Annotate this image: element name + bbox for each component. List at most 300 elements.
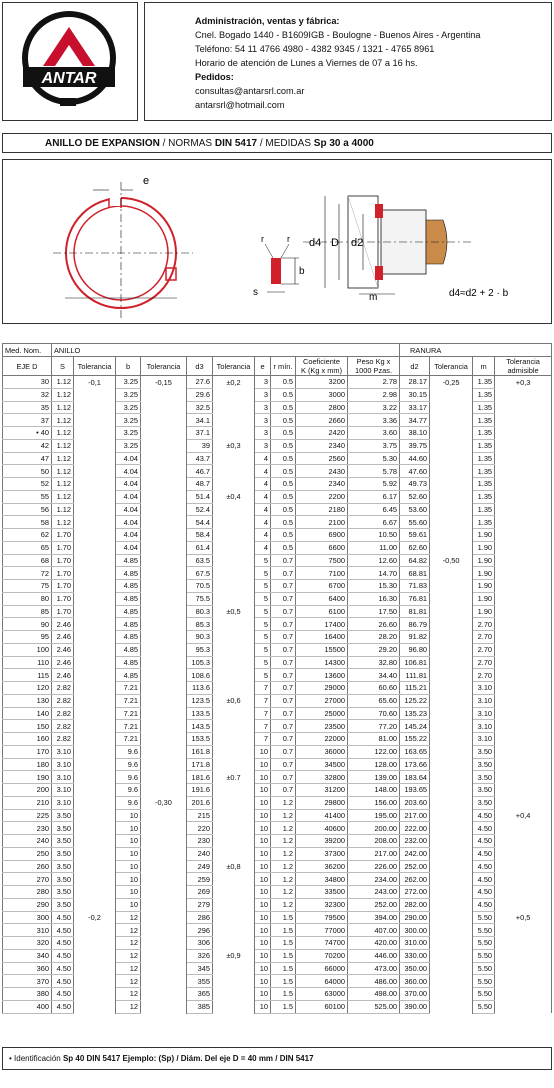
table-cell <box>430 949 473 962</box>
label-r2: r <box>287 234 290 244</box>
table-cell: 210 <box>3 796 52 809</box>
table-cell: 282.00 <box>400 898 430 911</box>
table-cell: 66000 <box>296 962 348 975</box>
table-cell <box>74 745 116 758</box>
table-cell: 1.5 <box>271 988 296 1001</box>
table-row <box>3 745 552 758</box>
table-cell: 279 <box>187 898 213 911</box>
table-cell: 140 <box>3 707 52 720</box>
table-cell: 4.85 <box>116 605 141 618</box>
table-cell <box>141 439 187 452</box>
table-cell: 60.60 <box>348 682 400 695</box>
table-row <box>3 758 552 771</box>
col-s: S <box>52 357 74 376</box>
table-cell: 1.12 <box>52 465 74 478</box>
table-cell: 10 <box>116 847 141 860</box>
table-cell <box>430 835 473 848</box>
table-row <box>3 873 552 886</box>
table-cell: 34.1 <box>187 414 213 427</box>
table-cell: 5.50 <box>473 975 495 988</box>
table-cell <box>213 580 255 593</box>
table-cell: 90.3 <box>187 631 213 644</box>
table-row <box>3 529 552 542</box>
table-cell <box>141 554 187 567</box>
table-cell: 1.12 <box>52 516 74 529</box>
table-cell: 1.5 <box>271 962 296 975</box>
table-cell: 0.5 <box>271 478 296 491</box>
table-cell: 4.04 <box>116 529 141 542</box>
label-d2: d2 <box>351 237 364 249</box>
table-cell: 330.00 <box>400 949 430 962</box>
table-cell: 100 <box>3 643 52 656</box>
table-cell: 52 <box>3 478 52 491</box>
table-cell: 6100 <box>296 605 348 618</box>
table-cell: 3.25 <box>116 414 141 427</box>
table-cell <box>213 988 255 1001</box>
table-cell: 1.35 <box>473 478 495 491</box>
table-cell: 0.7 <box>271 784 296 797</box>
table-cell: 12 <box>116 988 141 1001</box>
table-cell: 29.6 <box>187 388 213 401</box>
table-cell: 290 <box>3 898 52 911</box>
table-cell: 1.2 <box>271 898 296 911</box>
table-cell <box>213 401 255 414</box>
table-cell: 7500 <box>296 554 348 567</box>
table-cell: 2660 <box>296 414 348 427</box>
table-cell: 5.78 <box>348 465 400 478</box>
table-cell <box>213 796 255 809</box>
table-cell: 38.10 <box>400 427 430 440</box>
table-row <box>3 796 552 809</box>
table-cell <box>495 414 552 427</box>
table-cell: 68.81 <box>400 567 430 580</box>
table-cell: 1.90 <box>473 605 495 618</box>
table-cell: 3.36 <box>348 414 400 427</box>
table-cell: 340 <box>3 949 52 962</box>
table-cell: 250 <box>3 847 52 860</box>
table-cell <box>74 388 116 401</box>
table-row <box>3 592 552 605</box>
title-range: Sp 30 a 4000 <box>313 138 374 149</box>
table-cell: 7.21 <box>116 707 141 720</box>
table-cell <box>430 401 473 414</box>
table-cell: 60100 <box>296 1000 348 1013</box>
table-cell: 10 <box>255 860 271 873</box>
table-cell <box>141 605 187 618</box>
table-column-header <box>3 357 552 376</box>
col-e: e <box>255 357 271 376</box>
table-cell: 62 <box>3 529 52 542</box>
table-cell: 3 <box>255 401 271 414</box>
table-cell: 15500 <box>296 643 348 656</box>
table-cell <box>141 860 187 873</box>
table-cell: 52.4 <box>187 503 213 516</box>
table-cell <box>495 669 552 682</box>
table-cell: 4.50 <box>52 988 74 1001</box>
table-cell: 498.00 <box>348 988 400 1001</box>
table-group-header <box>3 344 552 357</box>
table-cell: 4.50 <box>52 911 74 924</box>
table-cell: 12 <box>116 975 141 988</box>
table-cell: 2.70 <box>473 656 495 669</box>
col-eje-d: EJE D <box>3 357 52 376</box>
table-cell: 5.50 <box>473 1000 495 1013</box>
table-cell: 10 <box>116 822 141 835</box>
table-cell: -0,50 <box>430 554 473 567</box>
table-cell <box>430 465 473 478</box>
table-cell: 225 <box>3 809 52 822</box>
table-cell: 0.7 <box>271 682 296 695</box>
table-cell: 7 <box>255 733 271 746</box>
table-cell: 1.35 <box>473 439 495 452</box>
table-cell: 0.5 <box>271 427 296 440</box>
ring-section <box>271 258 281 284</box>
table-cell: 3.50 <box>473 771 495 784</box>
table-cell <box>141 886 187 899</box>
logo-box <box>2 2 138 121</box>
table-cell: 3.60 <box>348 427 400 440</box>
table-cell <box>74 427 116 440</box>
identification-note <box>2 1047 552 1070</box>
table-cell: 76.81 <box>400 592 430 605</box>
table-cell: 32800 <box>296 771 348 784</box>
col-r-min: r mín. <box>271 357 296 376</box>
info-line-4: Horario de atención de Lunes a Viernes de 07 a 16 hs. <box>195 58 418 68</box>
table-cell: 365 <box>187 988 213 1001</box>
table-row <box>3 643 552 656</box>
table-cell: 7100 <box>296 567 348 580</box>
table-cell <box>74 541 116 554</box>
table-cell: 0.5 <box>271 439 296 452</box>
table-cell <box>495 516 552 529</box>
table-cell <box>495 707 552 720</box>
table-cell <box>495 580 552 593</box>
table-cell: 2.46 <box>52 656 74 669</box>
table-cell: 1.5 <box>271 1000 296 1013</box>
table-cell: 3.50 <box>52 822 74 835</box>
table-cell: 85 <box>3 605 52 618</box>
footer-prefix: • Identificación <box>9 1054 63 1063</box>
table-cell: 4.85 <box>116 669 141 682</box>
table-cell: 3.50 <box>52 860 74 873</box>
table-cell <box>213 873 255 886</box>
table-cell: 300.00 <box>400 924 430 937</box>
table-cell <box>74 567 116 580</box>
table-cell <box>495 427 552 440</box>
table-cell <box>74 771 116 784</box>
table-cell <box>213 388 255 401</box>
table-cell: 3.50 <box>52 886 74 899</box>
table-cell: 3.25 <box>116 439 141 452</box>
table-cell: 10 <box>255 988 271 1001</box>
table-cell <box>430 580 473 593</box>
table-cell: 143.5 <box>187 720 213 733</box>
table-cell: 370.00 <box>400 988 430 1001</box>
table-cell: 133.5 <box>187 707 213 720</box>
drawing-svg <box>3 160 551 323</box>
table-cell <box>430 1000 473 1013</box>
table-cell: 1.5 <box>271 924 296 937</box>
table-cell: 4.50 <box>52 962 74 975</box>
table-cell: 269 <box>187 886 213 899</box>
table-row <box>3 898 552 911</box>
label-s: s <box>253 287 258 298</box>
table-cell <box>430 414 473 427</box>
table-cell: 10 <box>255 937 271 950</box>
table-cell: 200.00 <box>348 822 400 835</box>
email-1[interactable]: consultas@antarsrl.com.ar <box>195 86 305 96</box>
table-cell <box>430 758 473 771</box>
table-cell: 72 <box>3 567 52 580</box>
table-row <box>3 924 552 937</box>
table-cell: 34.40 <box>348 669 400 682</box>
table-cell: 200 <box>3 784 52 797</box>
table-cell: 63000 <box>296 988 348 1001</box>
table-cell <box>74 835 116 848</box>
table-cell <box>213 631 255 644</box>
table-cell: 0.5 <box>271 516 296 529</box>
table-cell: 95.3 <box>187 643 213 656</box>
table-cell <box>430 784 473 797</box>
table-cell: 71.83 <box>400 580 430 593</box>
table-cell: 193.65 <box>400 784 430 797</box>
table-cell: 4 <box>255 541 271 554</box>
table-cell <box>495 631 552 644</box>
table-cell: 0.5 <box>271 541 296 554</box>
table-cell <box>213 452 255 465</box>
table-cell <box>213 541 255 554</box>
table-cell: 1.12 <box>52 388 74 401</box>
table-cell: 2430 <box>296 465 348 478</box>
table-cell: 5 <box>255 669 271 682</box>
table-cell: 10 <box>255 822 271 835</box>
table-cell <box>213 567 255 580</box>
table-cell <box>74 949 116 962</box>
table-cell: 32.5 <box>187 401 213 414</box>
table-cell: -0,25 <box>430 376 473 389</box>
table-cell <box>141 529 187 542</box>
dimensions-table <box>2 343 552 1014</box>
table-cell: 120 <box>3 682 52 695</box>
table-cell: 14.70 <box>348 567 400 580</box>
table-cell: 1.2 <box>271 847 296 860</box>
footer-diameter: Diám. Del eje D = 40 mm / DIN 5417 <box>180 1054 314 1063</box>
table-cell <box>74 490 116 503</box>
table-row <box>3 388 552 401</box>
table-cell <box>495 860 552 873</box>
page-title <box>2 133 552 153</box>
table-cell <box>141 809 187 822</box>
table-cell <box>213 414 255 427</box>
table-cell: 5 <box>255 554 271 567</box>
table-cell: 3.25 <box>116 401 141 414</box>
table-cell: 3.50 <box>52 847 74 860</box>
table-row <box>3 962 552 975</box>
email-2[interactable]: antarsrl@hotmail.com <box>195 100 285 110</box>
col-d2: d2 <box>400 357 430 376</box>
table-cell: 47 <box>3 452 52 465</box>
table-cell: 70.5 <box>187 580 213 593</box>
info-line-1: Administración, ventas y fábrica: <box>195 16 340 26</box>
table-cell <box>213 733 255 746</box>
table-cell: 163.65 <box>400 745 430 758</box>
table-cell: 0.7 <box>271 643 296 656</box>
table-cell: 0.7 <box>271 605 296 618</box>
table-cell: 3 <box>255 427 271 440</box>
table-cell: 0.7 <box>271 745 296 758</box>
table-cell <box>495 605 552 618</box>
table-cell: 0.7 <box>271 592 296 605</box>
table-row <box>3 1000 552 1013</box>
table-cell <box>213 503 255 516</box>
table-cell: 2.98 <box>348 388 400 401</box>
table-row <box>3 439 552 452</box>
table-cell: 10 <box>255 745 271 758</box>
table-cell <box>430 707 473 720</box>
table-cell: 320 <box>3 937 52 950</box>
table-cell <box>141 771 187 784</box>
table-cell <box>74 554 116 567</box>
table-cell: 286 <box>187 911 213 924</box>
table-cell: 148.00 <box>348 784 400 797</box>
table-cell <box>74 962 116 975</box>
col-tol-b: Tolerancia <box>141 357 187 376</box>
table-cell: 67.5 <box>187 567 213 580</box>
table-row <box>3 567 552 580</box>
table-cell: 70.60 <box>348 707 400 720</box>
table-cell <box>141 733 187 746</box>
table-cell: 75 <box>3 580 52 593</box>
table-cell: 16.30 <box>348 592 400 605</box>
table-cell <box>430 567 473 580</box>
table-cell <box>495 618 552 631</box>
table-cell: 0.5 <box>271 452 296 465</box>
table-cell: 1.2 <box>271 822 296 835</box>
table-cell: 4.04 <box>116 490 141 503</box>
table-cell: 5 <box>255 567 271 580</box>
table-cell <box>74 414 116 427</box>
group-med-nom: Med. Nom. <box>3 344 52 357</box>
table-cell: 1.2 <box>271 796 296 809</box>
table-cell <box>141 580 187 593</box>
table-cell: 4.50 <box>52 975 74 988</box>
table-cell: 65.60 <box>348 694 400 707</box>
table-cell <box>430 898 473 911</box>
table-cell: 183.64 <box>400 771 430 784</box>
table-cell: 7.21 <box>116 694 141 707</box>
table-cell: 1.90 <box>473 529 495 542</box>
table-cell <box>74 796 116 809</box>
table-cell: 9.6 <box>116 745 141 758</box>
table-cell: 2.82 <box>52 720 74 733</box>
table-cell <box>141 631 187 644</box>
table-cell <box>430 656 473 669</box>
table-cell: 12 <box>116 937 141 950</box>
table-cell: 345 <box>187 962 213 975</box>
col-coef: Coeficiente K (Kg x mm) <box>296 357 348 376</box>
table-cell: 0.7 <box>271 618 296 631</box>
col-tol-d3: Tolerancia <box>213 357 255 376</box>
table-cell: 36000 <box>296 745 348 758</box>
table-cell: 54.4 <box>187 516 213 529</box>
table-cell: 56 <box>3 503 52 516</box>
table-cell: 270 <box>3 873 52 886</box>
table-cell: 27.6 <box>187 376 213 389</box>
table-cell <box>74 860 116 873</box>
label-D: D <box>331 237 339 249</box>
table-cell: 9.6 <box>116 758 141 771</box>
table-cell: 6.17 <box>348 490 400 503</box>
table-cell <box>430 439 473 452</box>
table-cell: 2420 <box>296 427 348 440</box>
table-cell: 2200 <box>296 490 348 503</box>
table-cell: 85.3 <box>187 618 213 631</box>
table-cell <box>74 924 116 937</box>
table-cell: 1.90 <box>473 592 495 605</box>
table-row <box>3 975 552 988</box>
table-cell: 5 <box>255 618 271 631</box>
table-cell: 3.50 <box>52 873 74 886</box>
table-cell <box>430 771 473 784</box>
table-cell: 3 <box>255 388 271 401</box>
table-cell: 208.00 <box>348 835 400 848</box>
table-cell: 2.46 <box>52 643 74 656</box>
table-cell <box>141 962 187 975</box>
table-cell: 3.10 <box>473 707 495 720</box>
table-cell <box>495 937 552 950</box>
table-cell: 1.90 <box>473 554 495 567</box>
info-line-5: Pedidos: <box>195 72 234 82</box>
table-cell: 215 <box>187 809 213 822</box>
table-cell: 10 <box>255 771 271 784</box>
table-cell: 0.7 <box>271 733 296 746</box>
table-cell: 400 <box>3 1000 52 1013</box>
table-cell: 272.00 <box>400 886 430 899</box>
table-cell: 32 <box>3 388 52 401</box>
table-cell: 106.81 <box>400 656 430 669</box>
table-cell <box>430 388 473 401</box>
table-cell <box>141 988 187 1001</box>
table-cell <box>213 643 255 656</box>
table-cell <box>430 937 473 950</box>
table-cell: 2.70 <box>473 643 495 656</box>
table-cell: 10 <box>255 758 271 771</box>
table-cell: 77.20 <box>348 720 400 733</box>
table-cell <box>495 682 552 695</box>
table-cell: 29.20 <box>348 643 400 656</box>
table-cell <box>495 796 552 809</box>
table-cell <box>74 758 116 771</box>
table-cell: 3.10 <box>473 720 495 733</box>
table-cell: 79500 <box>296 911 348 924</box>
table-cell: 74700 <box>296 937 348 950</box>
table-cell <box>495 835 552 848</box>
table-cell: 1.70 <box>52 567 74 580</box>
table-cell: 31200 <box>296 784 348 797</box>
table-cell: -0,2 <box>74 911 116 924</box>
table-cell: 1.35 <box>473 414 495 427</box>
table-cell <box>430 682 473 695</box>
col-tol-s: Tolerancia <box>74 357 116 376</box>
table-cell <box>495 771 552 784</box>
col-tol-d2: Tolerancia <box>430 357 473 376</box>
table-cell <box>495 388 552 401</box>
table-cell: 4.50 <box>473 847 495 860</box>
table-cell <box>495 822 552 835</box>
table-cell <box>495 784 552 797</box>
table-cell: 1.35 <box>473 388 495 401</box>
table-cell: 181.6 <box>187 771 213 784</box>
